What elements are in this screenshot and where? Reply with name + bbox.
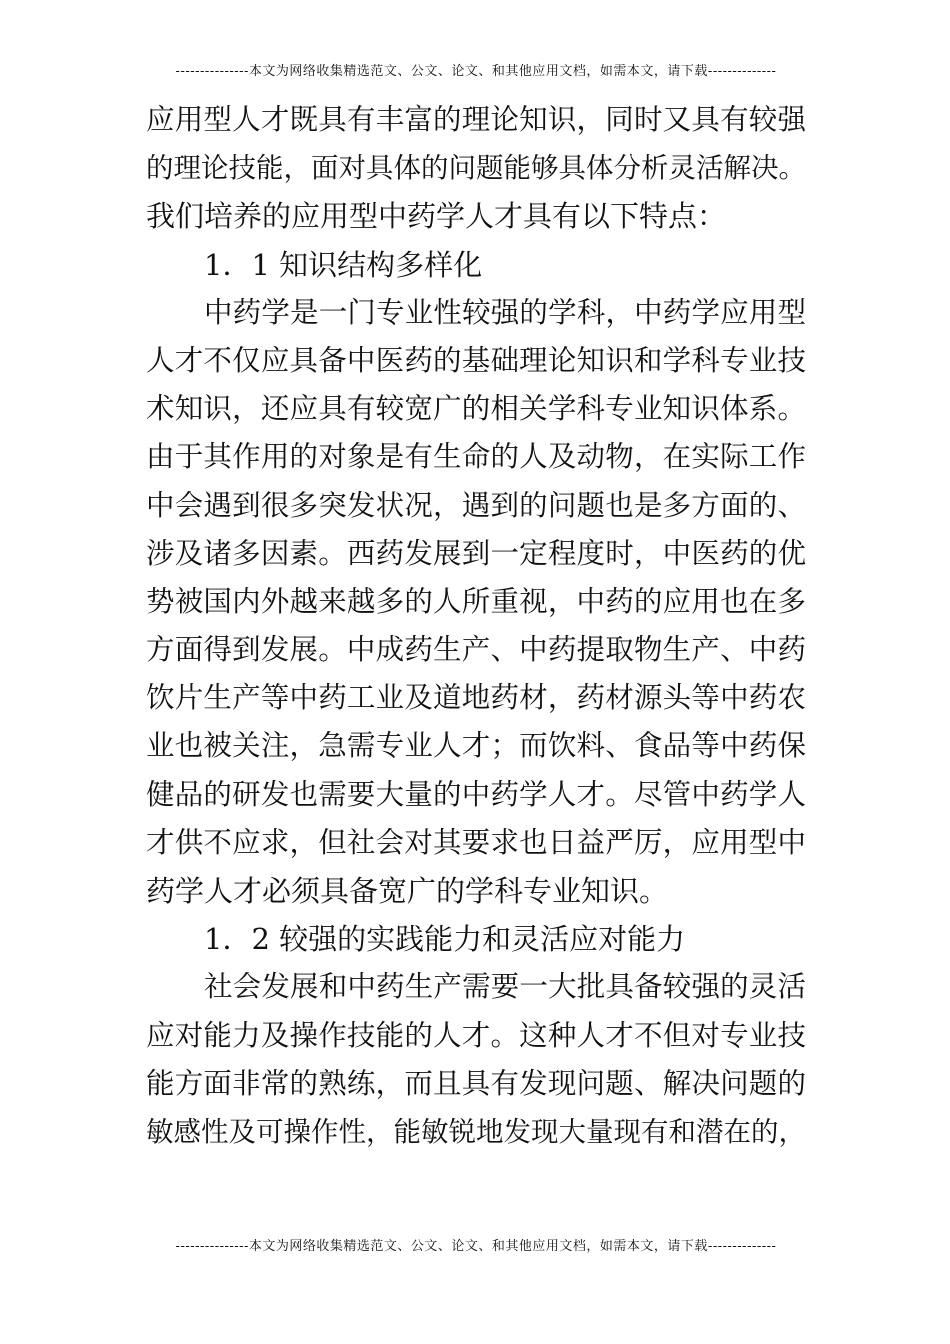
text-line: 的理论技能，面对具体的问题能够具体分析灵活解决。: [146, 152, 806, 185]
text-line: 涉及诸多因素。西药发展到一定程度时，中医药的优: [146, 536, 806, 570]
text-line: 中会遇到很多突发状况，遇到的问题也是多方面的、: [146, 488, 806, 522]
text-line: 势被国内外越来越多的人所重视，中药的应用也在多: [146, 584, 806, 618]
body-text: [146, 96, 806, 1156]
text-line: 敏感性及可操作性，能敏锐地发现大量现有和潜在的，: [146, 1115, 806, 1148]
section-heading-1-1: 1．1 知识结构多样化: [204, 247, 483, 282]
text-line: 人才不仅应具备中医药的基础理论知识和学科专业技: [146, 343, 806, 377]
text-line: 中药学是一门专业性较强的学科，中药学应用型: [204, 295, 806, 329]
text-line: 术知识，还应具有较宽广的相关学科专业知识体系。: [146, 392, 806, 426]
text-line: 社会发展和中药生产需要一大批具备较强的灵活: [204, 970, 806, 1004]
text-line: 我们培养的应用型中药学人才具有以下特点：: [146, 199, 727, 234]
text-line: 药学人才必须具备宽广的学科专业知识。: [146, 874, 669, 908]
text-line: 应对能力及操作技能的人才。这种人才不但对专业技: [146, 1018, 806, 1052]
text-line: 应用型人才既具有丰富的理论知识，同时又具有较强: [146, 103, 806, 136]
text-line: 能方面非常的熟练，而且具有发现问题、解决问题的: [146, 1066, 806, 1100]
text-line: 饮片生产等中药工业及道地药材，药材源头等中药农: [146, 681, 806, 715]
page-header: ---------------本文为网络收集精选范文、公文、论文、和其他应用文档，如需本文，请下载--------------: [175, 64, 777, 79]
section-heading-1-2: 1．2 较强的实践能力和灵活应对能力: [204, 922, 686, 957]
text-line: 健品的研发也需要大量的中药学人才。尽管中药学人: [146, 777, 806, 811]
text-line: 方面得到发展。中成药生产、中药提取物生产、中药: [146, 633, 806, 667]
text-line: 才供不应求，但社会对其要求也日益严厉，应用型中: [146, 825, 806, 859]
text-line: 由于其作用的对象是有生命的人及动物，在实际工作: [146, 440, 806, 474]
page-footer: ---------------本文为网络收集精选范文、公文、论文、和其他应用文档，如需本文，请下载--------------: [175, 1239, 777, 1254]
text-line: 业也被关注，急需专业人才；而饮料、食品等中药保: [146, 729, 806, 763]
